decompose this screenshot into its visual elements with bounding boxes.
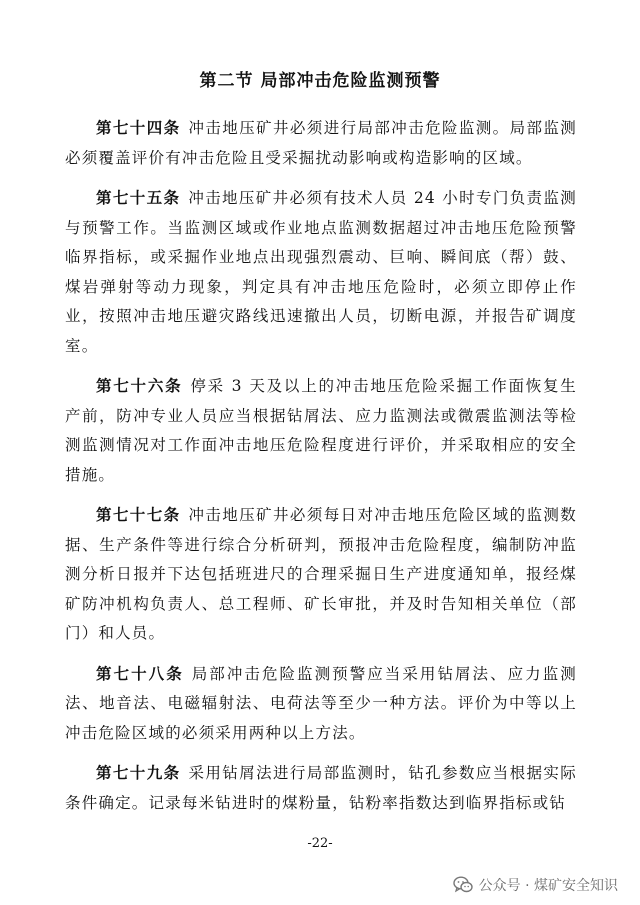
- article-number: 第七十七条: [96, 506, 181, 524]
- wechat-icon: [453, 876, 473, 894]
- article-75: [65, 184, 577, 361]
- article-number: 第七十九条: [96, 764, 181, 782]
- watermark-text: 公众号 · 煤矿安全知识: [478, 878, 618, 894]
- article-76: [65, 372, 577, 490]
- article-text: 采用钻屑法进行局部监测时，钻孔参数应当根据实际条件确定。记录每米钻进时的煤粉量，钻粉率指数达到临界指标或钻: [65, 764, 577, 812]
- article-text: 停采 3 天及以上的冲击地压危险采掘工作面恢复生产前，防冲专业人员应当根据钻屑法、应力监测法或微震监测法等检测监测情况对工作面冲击地压危险程度进行评价，并采取相应的安全措施。: [65, 377, 577, 484]
- article-number: 第七十五条: [96, 189, 181, 207]
- section-title: 第二节 局部冲击危险监测预警: [199, 71, 441, 91]
- page-number: -22-: [307, 836, 333, 851]
- document-body: [65, 114, 577, 829]
- article-text: 冲击地压矿井必须进行局部冲击危险监测。局部监测必须覆盖评价有冲击危险且受采掘扰动影响或构造影响的区域。: [65, 119, 577, 167]
- article-text: 局部冲击危险监测预警应当采用钻屑法、应力监测法、地音法、电磁辐射法、电荷法等至少一种方法。评价为中等以上冲击危险区域的必须采用两种以上方法。: [65, 664, 577, 742]
- article-74: [65, 114, 577, 173]
- article-number: 第七十八条: [96, 664, 184, 683]
- article-text: 冲击地压矿井必须每日对冲击地压危险区域的监测数据、生产条件等进行综合分析研判，预报冲击危险程度，编制防冲监测分析日报并下达包括班进尺的合理采掘日生产进度通知单，报经煤矿防冲机构负责人、总工程师、矿长审批，并及时告知相关单位（部门）和人员。: [65, 506, 577, 642]
- watermark: [453, 875, 618, 895]
- article-number: 第七十四条: [96, 119, 181, 137]
- article-79: [65, 759, 577, 818]
- article-78: [65, 660, 577, 749]
- article-number: 第七十六条: [96, 377, 183, 395]
- article-77: [65, 501, 577, 649]
- article-text: 冲击地压矿井必须有技术人员 24 小时专门负责监测与预警工作。当监测区域或作业地点监测数据超过冲击地压危险预警临界指标，或采掘作业地点出现强烈震动、巨响、瞬间底（帮）鼓、煤岩弹射等动力现象，判定具有冲击地压危险时，必须立即停止作业，按照冲击地压避灾路线迅速撤出人员，切断电源，并报告矿调度室。: [65, 189, 577, 355]
